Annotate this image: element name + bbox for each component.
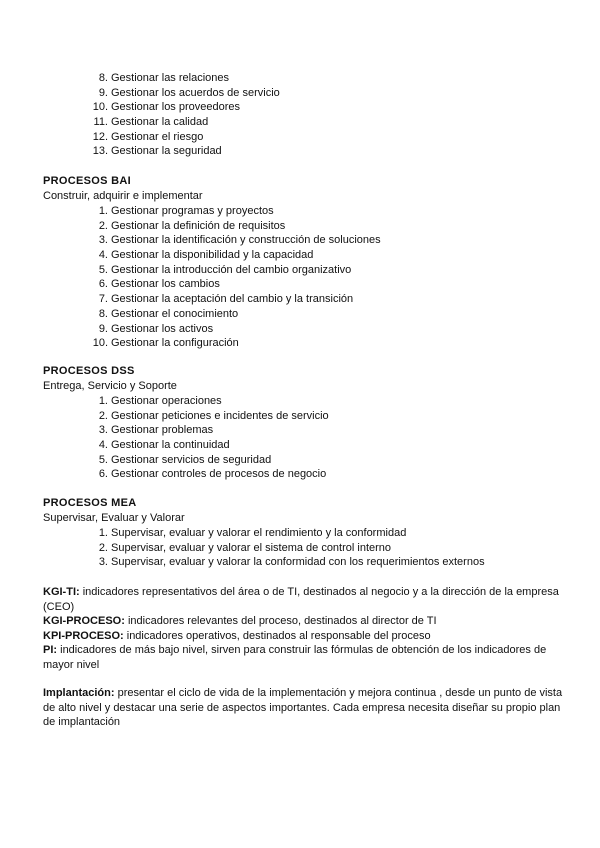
list-item: 3. Gestionar la identificación y construcción de soluciones: [98, 234, 381, 247]
list-item: 9. Gestionar los acuerdos de servicio: [98, 86, 280, 99]
list-item: 11. Gestionar la calidad: [93, 116, 209, 129]
section-title-mea: PROCESOS MEA: [43, 497, 137, 509]
list-continuation: [87, 71, 280, 159]
list-item: 1. Gestionar operaciones: [98, 395, 222, 407]
section-subtitle-dss: Entrega, Servicio y Soporte: [43, 380, 177, 392]
indicator-definitions: [43, 585, 563, 673]
list-item: 3. Supervisar, evaluar y valorar la conformidad con los requerimientos externos: [98, 556, 485, 569]
list-item: 12. Gestionar el riesgo: [92, 130, 204, 143]
list-mea: [87, 526, 485, 570]
list-item: 4. Gestionar la disponibilidad y la capacidad: [98, 249, 314, 262]
list-item: 9. Gestionar los activos: [98, 322, 214, 335]
list-item: 5. Gestionar la introducción del cambio organizativo: [98, 263, 352, 276]
section-subtitle-mea: Supervisar, Evaluar y Valorar: [43, 512, 185, 524]
section-subtitle-bai: Construir, adquirir e implementar: [43, 190, 203, 202]
list-item: 2. Gestionar peticiones e incidentes de servicio: [98, 409, 329, 422]
list-item: 1. Gestionar programas y proyectos: [98, 205, 274, 217]
list-item: 1. Supervisar, evaluar y valorar el rendimiento y la conformidad: [98, 527, 407, 539]
list-item: 4. Gestionar la continuidad: [98, 439, 230, 452]
list-item: 2. Supervisar, evaluar y valorar el sistema de control interno: [98, 541, 392, 554]
section-title-dss: PROCESOS DSS: [43, 365, 135, 377]
list-item: 10. Gestionar la configuración: [92, 337, 239, 350]
list-item: 8. Gestionar el conocimiento: [98, 307, 239, 320]
list-item: 13. Gestionar la seguridad: [92, 145, 222, 158]
list-item: 6. Gestionar controles de procesos de negocio: [98, 468, 327, 481]
implantacion-paragraph: Implantación: presentar el ciclo de vida de la implementación y mejora continua , desde un punto de vista de alto nivel y destacar una serie de aspectos importantes. Cada empresa necesita diseñar su propio plan de implantación: [43, 687, 563, 729]
list-dss: [87, 394, 329, 482]
list-item: 5. Gestionar servicios de seguridad: [98, 453, 272, 466]
list-item: 7. Gestionar la aceptación del cambio y la transición: [98, 293, 354, 306]
definition-pi: PI: indicadores de más bajo nivel, sirven para construir las fórmulas de obtención de los indicadores de mayor nivel: [43, 644, 547, 671]
list-item: 10. Gestionar los proveedores: [92, 101, 241, 114]
section-title-bai: PROCESOS BAI: [43, 175, 131, 187]
definition-kgi-proceso: KGI-PROCESO: indicadores relevantes del proceso, destinados al director de TI: [43, 615, 437, 628]
list-item: 6. Gestionar los cambios: [98, 278, 220, 291]
list-item: 3. Gestionar problemas: [98, 424, 214, 437]
definition-kgi-ti: KGI-TI: indicadores representativos del área o de TI, destinados al negocio y a la dirección de la empresa (CEO): [43, 586, 559, 613]
list-item: 8. Gestionar las relaciones: [98, 72, 230, 84]
list-item: 2. Gestionar la definición de requisitos: [98, 219, 286, 232]
definition-kpi-proceso: KPI-PROCESO: indicadores operativos, destinados al responsable del proceso: [43, 629, 431, 642]
list-bai: [87, 204, 381, 351]
